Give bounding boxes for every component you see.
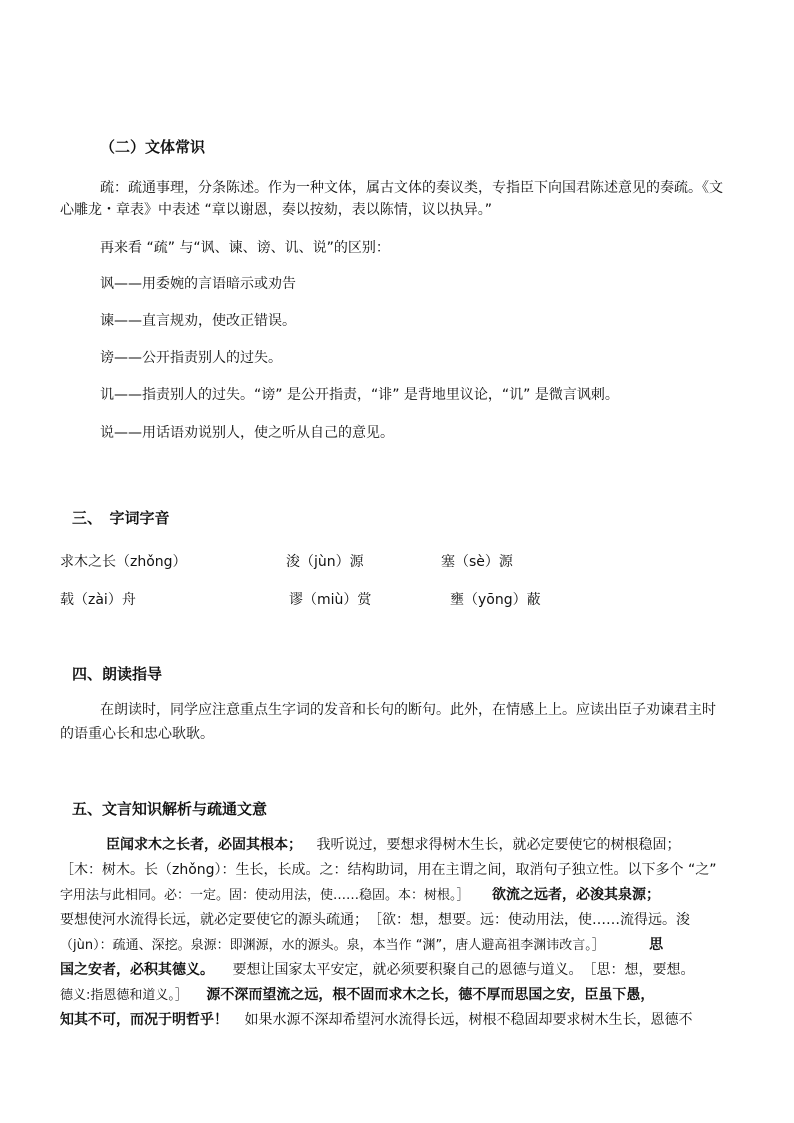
original-text: 思 (649, 937, 664, 953)
text-line (60, 934, 740, 954)
annotation-text: （jùn）：疏通、深挖。泉源：即渊源，水的源头。泉，本当作 “渊”，唐人避高祖李渊讳改言。］ (60, 938, 605, 953)
paragraph-line: 疏：疏通事理，分条陈述。作为一种文体，属古文体的奏议类，专指臣下向国君陈述意见的奏疏。《文 (100, 180, 723, 196)
paragraph-line: 再来看 “疏” 与“讽、谏、谤、讥、说”的区别： (100, 240, 390, 256)
pronunciation-item: 载（zài）舟 (60, 592, 136, 608)
pronunciation-item: 塞（sè）源 (441, 554, 513, 570)
section-heading-reading: 四、朗读指导 (72, 665, 163, 683)
annotation-line: ［木：树木。长（zhǒng）：生长，长成。之：结构助词，用在主谓之间，取消句子独立性。以下多个 “之” (60, 862, 717, 878)
pronunciation-item: 壅（yōng）蔽 (450, 592, 541, 608)
definition-item: 说——用话语劝说别人，使之听从自己的意见。 (100, 425, 394, 441)
pronunciation-item: 求木之长（zhǒng） (60, 554, 187, 570)
original-text: 源不深而望流之远，根不固而求木之长，德不厚而思国之安，臣虽下愚， (206, 987, 655, 1003)
definition-item: 讽——用委婉的言语暗示或劝告 (100, 276, 296, 292)
original-text: 臣闻求木之长者，必固其根本； (106, 837, 302, 853)
text-line (60, 984, 740, 1004)
section-heading-genre: （二）文体常识 (100, 138, 206, 156)
text-line (60, 884, 740, 904)
annotation-text: 德义:指恩德和道义。］ (60, 988, 188, 1003)
paragraph-line: 在朗读时，同学应注意重点生字词的发音和长句的断句。此外，在情感上上。应读出臣子劝谏君主时 (100, 702, 716, 718)
text-line (60, 1009, 740, 1029)
original-text: 知其不可，而况于明哲乎！ (60, 1012, 228, 1028)
text-line (60, 959, 740, 979)
annotation-text: 字用法与此相同。必：一定。固：使动用法，使……稳固。本：树根。］ (60, 888, 470, 903)
text-line (60, 834, 740, 854)
section-heading-pronunciation: 三、 字词字音 (72, 509, 170, 527)
original-text: 国之安者，必积其德义。 (60, 962, 214, 978)
translation-text: 我听说过，要想求得树木生长，就必定要使它的树根稳固； (316, 837, 681, 853)
translation-text: 要想让国家太平安定，就必须要积聚自己的恩德与道义。 ［思：想，要想。 (232, 962, 695, 978)
original-text: 欲流之远者，必浚其泉源； (491, 887, 660, 903)
definition-item: 谏——直言规劝，使改正错误。 (100, 313, 296, 329)
section-heading-classical: 五、文言知识解析与疏通文意 (72, 800, 268, 818)
definition-item: 谤——公开指责别人的过失。 (100, 350, 282, 366)
pronunciation-item: 谬（miù）赏 (289, 592, 372, 608)
definition-item: 讥——指责别人的过失。“谤” 是公开指责，“诽” 是背地里议论，“讥” 是微言讽刺。 (100, 387, 619, 403)
pronunciation-item: 浚（jùn）源 (286, 554, 364, 570)
paragraph-line: 的语重心长和忠心耿耿。 (60, 726, 214, 742)
text-line: 要想使河水流得长远，就必定要使它的源头疏通； ［欲：想，想要。远：使动用法，使……流得远。浚 (60, 912, 690, 928)
translation-text: 如果水源不深却希望河水流得长远，树根不稳固却要求树木生长，恩德不 (244, 1012, 693, 1028)
paragraph-line: 心雕龙・章表》中表述 “章以谢恩，奏以按劾，表以陈情，议以执异。” (60, 202, 492, 218)
